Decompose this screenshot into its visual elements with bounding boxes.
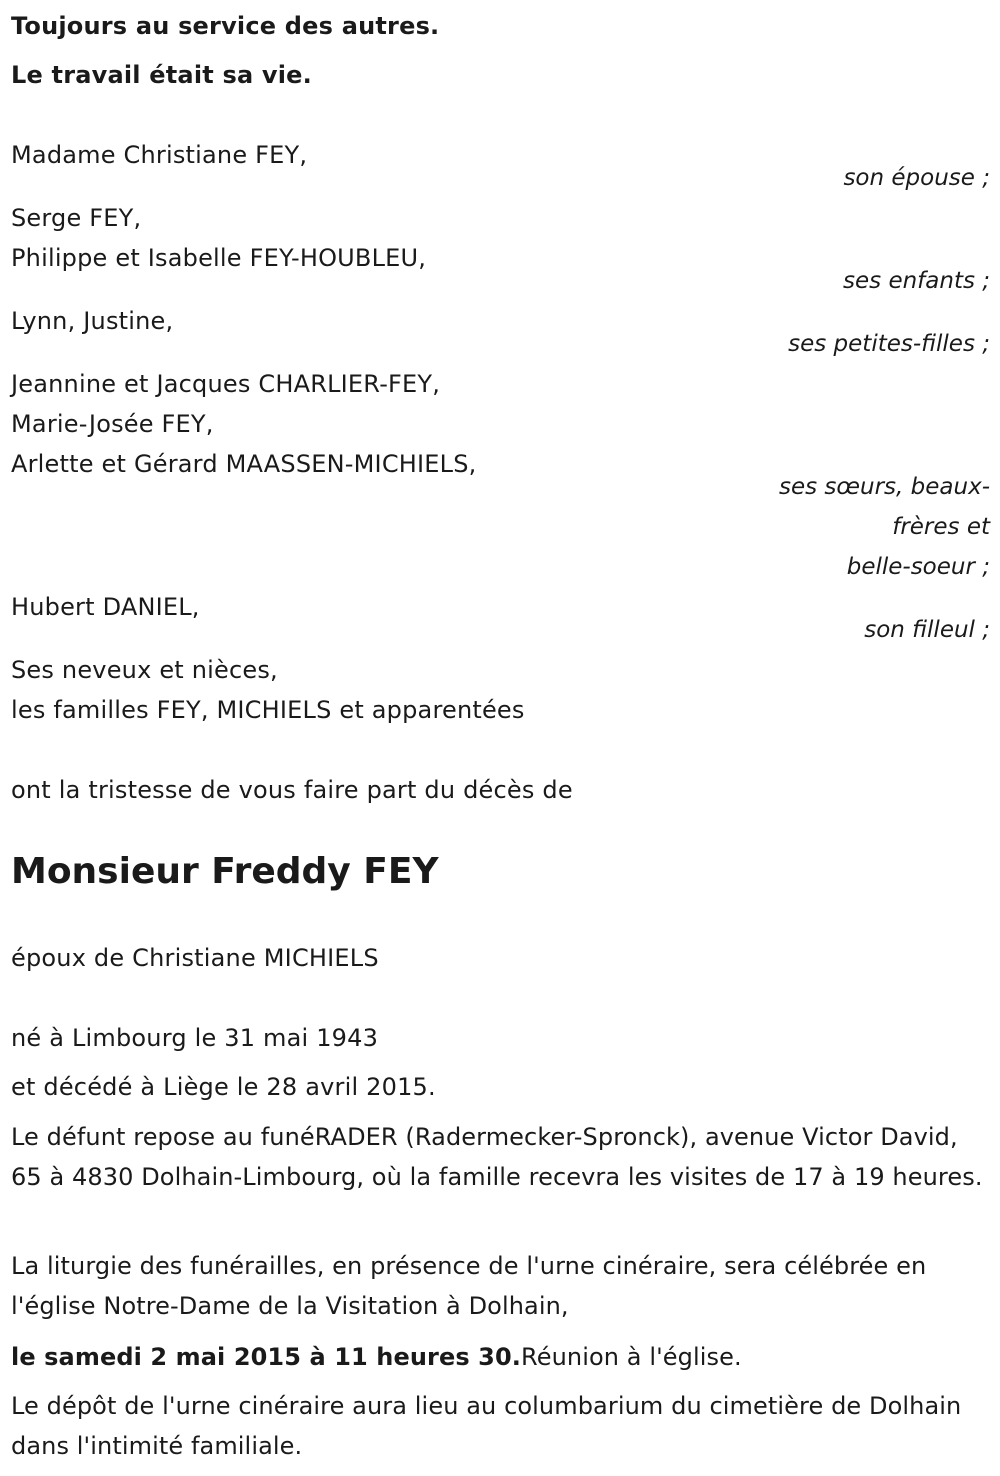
sibling-name: Marie-Josée FEY, bbox=[11, 410, 214, 438]
ceremony-date: le samedi 2 mai 2015 à 11 heures 30. bbox=[11, 1343, 522, 1371]
granddaughters-role: ses petites-filles ; bbox=[788, 331, 990, 357]
rest-paragraph: Le défunt repose au funéRADER (Radermecker-Spronck), avenue Victor David, 65 à 4830 Dolhain-Limbourg, où la famille recevra les visites de 17 à 19 heures. bbox=[11, 1123, 983, 1191]
deceased-birth: né à Limbourg le 31 mai 1943 bbox=[11, 1024, 379, 1052]
deceased-name: Monsieur Freddy FEY bbox=[11, 851, 439, 892]
child-name: Philippe et Isabelle FEY-HOUBLEU, bbox=[11, 244, 427, 272]
godson-name: Hubert DANIEL, bbox=[11, 593, 200, 621]
motto-line-2: Le travail était sa vie. bbox=[11, 61, 312, 89]
granddaughters-names: Lynn, Justine, bbox=[11, 307, 174, 335]
liturgy-paragraph: La liturgie des funérailles, en présence de l'urne cinéraire, sera célébrée en l'église Notre-Dame de la Visitation à Dolhain, bbox=[11, 1252, 927, 1320]
sibling-name: Arlette et Gérard MAASSEN-MICHIELS, bbox=[11, 450, 477, 478]
spouse-role: son épouse ; bbox=[843, 165, 990, 191]
child-name: Serge FEY, bbox=[11, 204, 142, 232]
deceased-death: et décédé à Liège le 28 avril 2015. bbox=[11, 1073, 436, 1101]
siblings-role-line: ses sœurs, beaux- bbox=[778, 474, 990, 500]
motto-line-1: Toujours au service des autres. bbox=[11, 12, 440, 40]
sibling-name: Jeannine et Jacques CHARLIER-FEY, bbox=[11, 370, 441, 398]
deceased-spouse-of: époux de Christiane MICHIELS bbox=[11, 944, 379, 972]
siblings-role-line: frères et bbox=[892, 514, 990, 540]
children-role: ses enfants ; bbox=[843, 268, 990, 294]
urn-paragraph: Le dépôt de l'urne cinéraire aura lieu au columbarium du cimetière de Dolhain dans l'intimité familiale. bbox=[11, 1392, 962, 1460]
ceremony-line bbox=[11, 1337, 986, 1377]
other-relatives: Ses neveux et nièces, bbox=[11, 656, 278, 684]
godson-role: son filleul ; bbox=[864, 617, 990, 643]
announcement-text: ont la tristesse de vous faire part du décès de bbox=[11, 776, 573, 804]
ceremony-gathering: Réunion à l'église. bbox=[521, 1343, 742, 1371]
spouse-name: Madame Christiane FEY, bbox=[11, 141, 308, 169]
other-relatives: les familles FEY, MICHIELS et apparentées bbox=[11, 696, 525, 724]
siblings-role-line: belle-soeur ; bbox=[846, 554, 990, 580]
